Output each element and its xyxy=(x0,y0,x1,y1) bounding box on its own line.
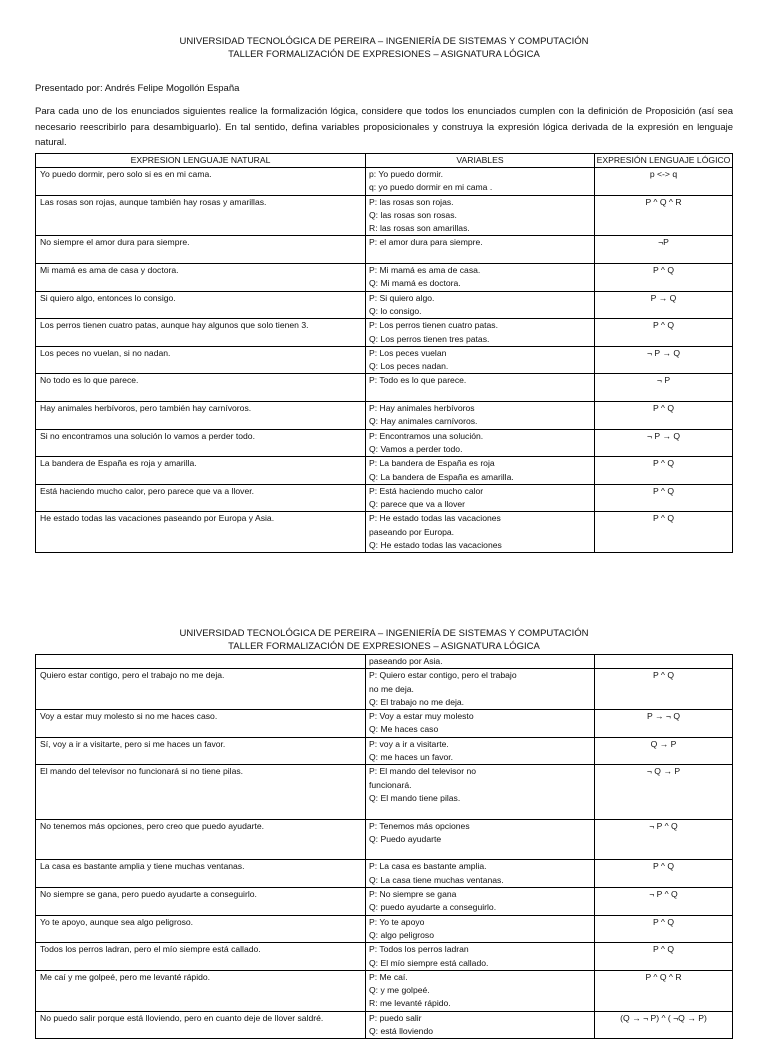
table-row xyxy=(36,512,733,553)
natural-expression-cell: Voy a estar muy molesto si no me haces caso. xyxy=(36,710,366,738)
variable-line: Q: Puedo ayudarte xyxy=(369,833,442,844)
document-header xyxy=(0,36,768,61)
variable-line: P: Quiero estar contigo, pero el trabajo xyxy=(369,670,517,681)
variables-cell xyxy=(366,737,595,765)
natural-expression-cell: Si quiero algo, entonces lo consigo. xyxy=(36,291,366,319)
variables-cell xyxy=(366,168,595,196)
natural-expression-cell: Mi mamá es ama de casa y doctora. xyxy=(36,264,366,292)
logical-expression-cell xyxy=(595,655,733,669)
table-row xyxy=(36,291,733,319)
variable-line: P: Los peces vuelan xyxy=(369,347,447,358)
variables-cell xyxy=(366,195,595,236)
variable-line: Q: algo peligroso xyxy=(369,929,434,940)
variables-cell xyxy=(366,374,595,402)
variable-line: Q: parece que va a llover xyxy=(369,499,466,510)
table-row xyxy=(36,429,733,457)
variables-cell xyxy=(366,319,595,347)
variables-cell xyxy=(366,655,595,669)
table-row xyxy=(36,402,733,430)
logical-expression-cell: ¬ P → Q xyxy=(595,346,733,374)
variables-cell xyxy=(366,264,595,292)
column-header-logical-expression: EXPRESIÓN LENGUAJE LÓGICO xyxy=(595,154,733,168)
table-row xyxy=(36,1011,733,1039)
logical-expression-cell: ¬ P ^ Q xyxy=(595,819,733,860)
variable-line: Q: Hay animales carnívoros. xyxy=(369,416,478,427)
table-header-row xyxy=(36,154,733,168)
variable-line: q: yo puedo dormir en mi cama . xyxy=(369,182,493,193)
column-header-variables: VARIABLES xyxy=(366,154,595,168)
variable-line: Q: He estado todas las vacaciones xyxy=(369,540,502,551)
table-row xyxy=(36,710,733,738)
variable-line: paseando por Europa. xyxy=(369,526,455,537)
natural-expression-cell: Está haciendo mucho calor, pero parece que va a llover. xyxy=(36,484,366,512)
variable-line: P: Todos los perros ladran xyxy=(369,944,469,955)
logical-expression-cell: P ^ Q xyxy=(595,264,733,292)
natural-expression-cell: No siempre el amor dura para siempre. xyxy=(36,236,366,264)
document-header-page-2 xyxy=(0,628,768,653)
variables-cell xyxy=(366,888,595,916)
table-row xyxy=(36,457,733,485)
variable-line: Q: está lloviendo xyxy=(369,1026,434,1037)
variable-line: funcionará. xyxy=(369,779,412,790)
natural-expression-cell: Si no encontramos una solución lo vamos a perder todo. xyxy=(36,429,366,457)
variable-line: P: El mando del televisor no xyxy=(369,766,477,777)
variable-line: paseando por Asia. xyxy=(369,656,443,666)
header-line-2: TALLER FORMALIZACIÓN DE EXPRESIONES – ASIGNATURA LÓGICA xyxy=(228,640,540,652)
natural-expression-cell: Sí, voy a ir a visitarte, pero si me haces un favor. xyxy=(36,737,366,765)
logical-expression-cell: ¬P xyxy=(595,236,733,264)
natural-expression-cell: Todos los perros ladran, pero el mío siempre está callado. xyxy=(36,943,366,971)
formalization-table-page-2 xyxy=(35,654,733,1039)
natural-expression-cell: No tenemos más opciones, pero creo que puedo ayudarte. xyxy=(36,819,366,860)
variable-line: Q: La casa tiene muchas ventanas. xyxy=(369,874,504,885)
logical-expression-cell: P → Q xyxy=(595,291,733,319)
logical-expression-cell: ¬ Q → P xyxy=(595,765,733,819)
variables-cell xyxy=(366,457,595,485)
variables-cell xyxy=(366,236,595,264)
table-row xyxy=(36,319,733,347)
variable-line: Q: y me golpeé. xyxy=(369,985,430,996)
instructions-paragraph: Para cada uno de los enunciados siguientes realice la formalización lógica, considere que todos los enunciados cumplen con la definición de Proposición (así sea necesario reescribirlo para desambiguarlo). En tal sentido, defina variables proposicionales y construya la expresión lógica derivada de la expresión en lenguaje natural. xyxy=(35,106,733,149)
variable-line: no me deja. xyxy=(369,683,414,694)
variables-cell xyxy=(366,915,595,943)
variables-cell xyxy=(366,860,595,888)
variable-line: P: Me caí. xyxy=(369,971,408,982)
variable-line: Q: El mando tiene pilas. xyxy=(369,792,461,803)
header-line-2: TALLER FORMALIZACIÓN DE EXPRESIONES – ASIGNATURA LÓGICA xyxy=(228,48,540,60)
natural-expression-cell: No todo es lo que parece. xyxy=(36,374,366,402)
variable-line: P: Tenemos más opciones xyxy=(369,820,470,831)
natural-expression-cell: Las rosas son rojas, aunque también hay rosas y amarillas. xyxy=(36,195,366,236)
header-line-1: UNIVERSIDAD TECNOLÓGICA DE PEREIRA – INGENIERÍA DE SISTEMAS Y COMPUTACIÓN xyxy=(179,628,589,639)
table-row xyxy=(36,819,733,860)
table-row xyxy=(36,264,733,292)
table-row xyxy=(36,970,733,1011)
variable-line: P: Hay animales herbívoros xyxy=(369,403,475,414)
variables-cell xyxy=(366,346,595,374)
table-row xyxy=(36,484,733,512)
table-row xyxy=(36,346,733,374)
table-row xyxy=(36,655,733,669)
variable-line: P: He estado todas las vacaciones xyxy=(369,513,501,524)
variable-line: P: No siempre se gana xyxy=(369,889,457,900)
variable-line xyxy=(369,388,590,401)
variables-cell xyxy=(366,710,595,738)
natural-expression-cell: He estado todas las vacaciones paseando por Europa y Asia. xyxy=(36,512,366,553)
logical-expression-cell: ¬ P xyxy=(595,374,733,402)
variable-line: P: La casa es bastante amplia. xyxy=(369,861,487,872)
variable-line: P: puedo salir xyxy=(369,1012,422,1023)
variable-line xyxy=(369,250,590,263)
table-row xyxy=(36,168,733,196)
variable-line xyxy=(369,805,590,818)
logical-expression-cell: P ^ Q xyxy=(595,915,733,943)
natural-expression-cell: El mando del televisor no funcionará si no tiene pilas. xyxy=(36,765,366,819)
logical-expression-cell: ¬ P → Q xyxy=(595,429,733,457)
variable-line: R: me levanté rápido. xyxy=(369,998,451,1009)
logical-expression-cell: P ^ Q ^ R xyxy=(595,970,733,1011)
natural-expression-cell: Me caí y me golpeé, pero me levanté rápido. xyxy=(36,970,366,1011)
variable-line: P: Encontramos una solución. xyxy=(369,430,484,441)
variable-line: P: el amor dura para siempre. xyxy=(369,237,483,248)
variables-cell xyxy=(366,512,595,553)
natural-expression-cell xyxy=(36,655,366,669)
variables-cell xyxy=(366,819,595,860)
table-row xyxy=(36,236,733,264)
logical-expression-cell: P → ¬ Q xyxy=(595,710,733,738)
logical-expression-cell: (Q → ¬ P) ^ ( ¬Q → P) xyxy=(595,1011,733,1039)
natural-expression-cell: Hay animales herbívoros, pero también hay carnívoros. xyxy=(36,402,366,430)
variable-line: Q: Me haces caso xyxy=(369,724,439,735)
natural-expression-cell: Los peces no vuelan, si no nadan. xyxy=(36,346,366,374)
variable-line: Q: El mío siempre está callado. xyxy=(369,957,489,968)
variables-cell xyxy=(366,291,595,319)
table-row xyxy=(36,860,733,888)
natural-expression-cell: No siempre se gana, pero puedo ayudarte a conseguirlo. xyxy=(36,888,366,916)
variable-line: Q: puedo ayudarte a conseguirlo. xyxy=(369,902,497,913)
variable-line: P: Mi mamá es ama de casa. xyxy=(369,265,481,276)
variable-line: P: Yo te apoyo xyxy=(369,916,425,927)
variables-cell xyxy=(366,1011,595,1039)
variable-line: Q: Mi mamá es doctora. xyxy=(369,278,461,289)
variables-cell xyxy=(366,669,595,710)
variable-line: P: Está haciendo mucho calor xyxy=(369,485,484,496)
variable-line: P: las rosas son rojas. xyxy=(369,196,454,207)
column-header-natural-expression: EXPRESION LENGUAJE NATURAL xyxy=(36,154,366,168)
table-row xyxy=(36,195,733,236)
formalization-table-page-1 xyxy=(35,153,733,553)
natural-expression-cell: La bandera de España es roja y amarilla. xyxy=(36,457,366,485)
logical-expression-cell: p <-> q xyxy=(595,168,733,196)
variables-cell xyxy=(366,970,595,1011)
variable-line: Q: La bandera de España es amarilla. xyxy=(369,471,514,482)
variables-cell xyxy=(366,429,595,457)
logical-expression-cell: P ^ Q xyxy=(595,457,733,485)
variable-line: Q: las rosas son rosas. xyxy=(369,209,457,220)
natural-expression-cell: No puedo salir porque está lloviendo, pero en cuanto deje de llover saldré. xyxy=(36,1011,366,1039)
variables-cell xyxy=(366,402,595,430)
variable-line: Q: lo consigo. xyxy=(369,305,422,316)
logical-expression-cell: P ^ Q ^ R xyxy=(595,195,733,236)
table-row xyxy=(36,737,733,765)
logical-expression-cell: P ^ Q xyxy=(595,512,733,553)
table-row xyxy=(36,765,733,819)
variables-cell xyxy=(366,484,595,512)
variables-cell xyxy=(366,765,595,819)
logical-expression-cell: Q → P xyxy=(595,737,733,765)
natural-expression-cell: Quiero estar contigo, pero el trabajo no me deja. xyxy=(36,669,366,710)
table-row xyxy=(36,374,733,402)
variable-line: Q: Los peces nadan. xyxy=(369,361,449,372)
natural-expression-cell: Los perros tienen cuatro patas, aunque hay algunos que solo tienen 3. xyxy=(36,319,366,347)
variable-line: P: voy a ir a visitarte. xyxy=(369,738,449,749)
logical-expression-cell: P ^ Q xyxy=(595,484,733,512)
variable-line: p: Yo puedo dormir. xyxy=(369,169,444,179)
variable-line: Q: me haces un favor. xyxy=(369,752,454,763)
variable-line: Q: Vamos a perder todo. xyxy=(369,443,463,454)
variable-line: Q: El trabajo no me deja. xyxy=(369,696,465,707)
logical-expression-cell: P ^ Q xyxy=(595,943,733,971)
variable-line: P: La bandera de España es roja xyxy=(369,458,495,469)
variable-line: R: las rosas son amarillas. xyxy=(369,223,470,234)
table-row xyxy=(36,943,733,971)
logical-expression-cell: P ^ Q xyxy=(595,860,733,888)
presenter-line: Presentado por: Andrés Felipe Mogollón España xyxy=(35,83,240,94)
table-row xyxy=(36,669,733,710)
logical-expression-cell: P ^ Q xyxy=(595,669,733,710)
variable-line: P: Voy a estar muy molesto xyxy=(369,711,474,722)
logical-expression-cell: P ^ Q xyxy=(595,319,733,347)
variable-line: P: Todo es lo que parece. xyxy=(369,375,467,386)
logical-expression-cell: ¬ P ^ Q xyxy=(595,888,733,916)
variable-line: P: Si quiero algo. xyxy=(369,292,435,303)
variable-line: Q: Los perros tienen tres patas. xyxy=(369,333,490,344)
natural-expression-cell: Yo te apoyo, aunque sea algo peligroso. xyxy=(36,915,366,943)
header-line-1: UNIVERSIDAD TECNOLÓGICA DE PEREIRA – INGENIERÍA DE SISTEMAS Y COMPUTACIÓN xyxy=(179,36,589,47)
variable-line xyxy=(369,846,590,859)
table-row xyxy=(36,888,733,916)
logical-expression-cell: P ^ Q xyxy=(595,402,733,430)
natural-expression-cell: La casa es bastante amplia y tiene muchas ventanas. xyxy=(36,860,366,888)
natural-expression-cell: Yo puedo dormir, pero solo si es en mi cama. xyxy=(36,168,366,196)
variables-cell xyxy=(366,943,595,971)
variable-line: P: Los perros tienen cuatro patas. xyxy=(369,320,498,331)
table-row xyxy=(36,915,733,943)
